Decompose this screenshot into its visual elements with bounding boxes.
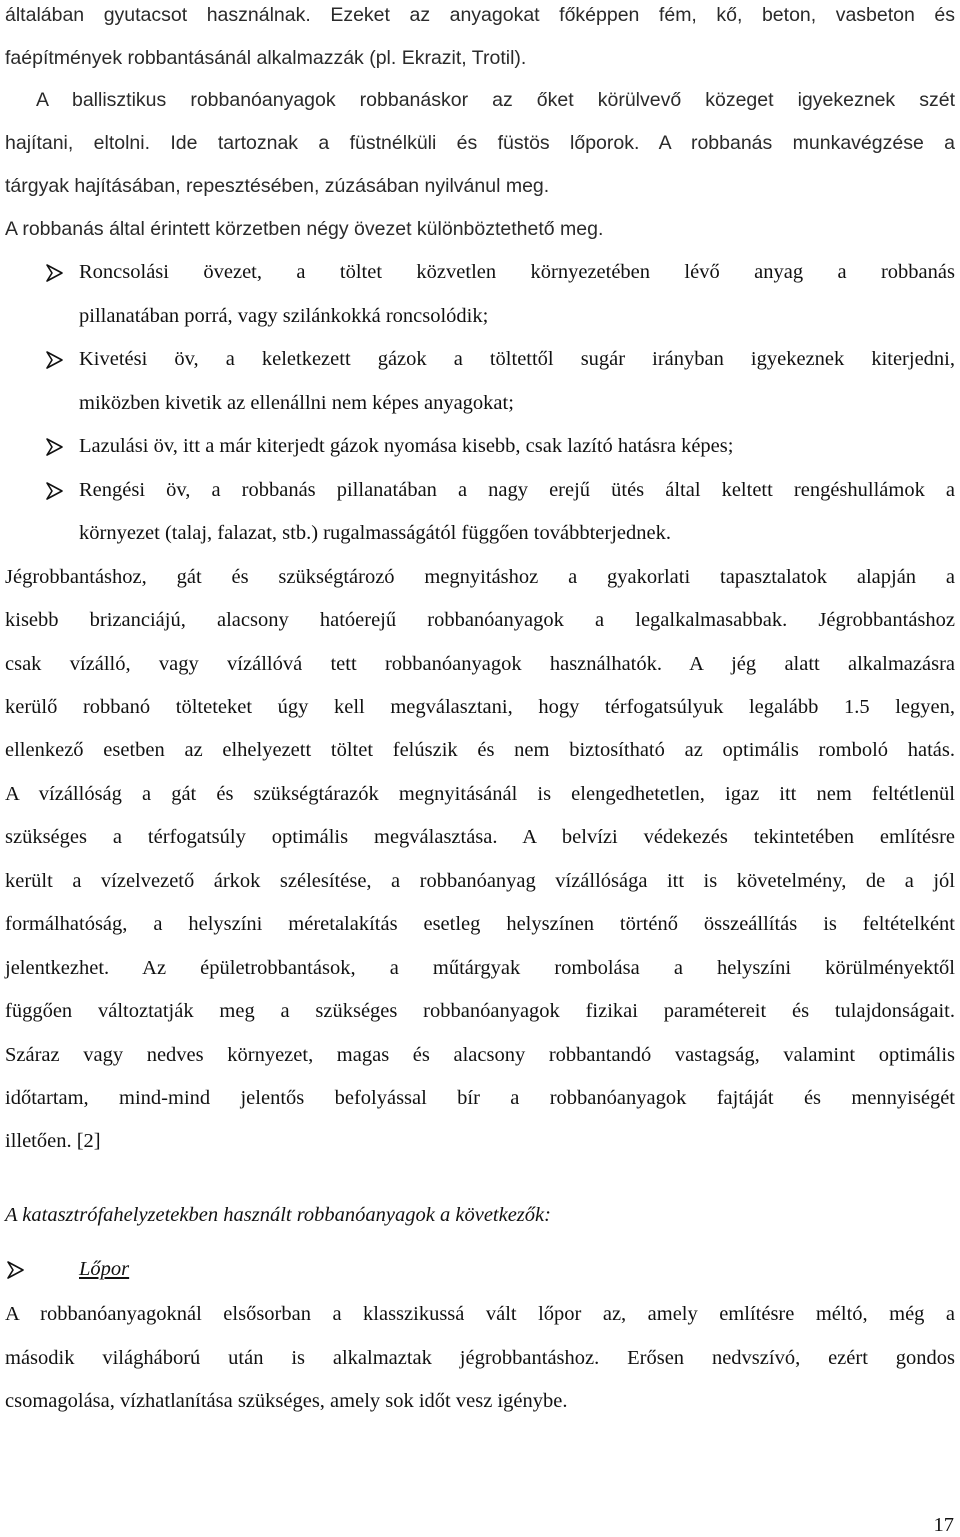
text-line: Száraz vagy nedves környezet, magas és alacsony robbantandó vastagság, valamint optimális bbox=[5, 1044, 955, 1066]
arrow-bullet-icon bbox=[5, 1259, 27, 1281]
text-line: formálhatóság, a helyszíni méretalakítás esetleg helyszínen történő összeállítás is feltételként bbox=[5, 913, 955, 935]
text-line: illetően. [2] bbox=[5, 1130, 101, 1152]
text-line: A robbanás által érintett körzetben négy övezet különböztethető meg. bbox=[5, 218, 604, 240]
subheading-lopor: Lőpor bbox=[79, 1258, 130, 1280]
text-line: faépítmények robbantásánál alkalmazzák (pl. Ekrazit, Trotil). bbox=[5, 47, 527, 69]
arrow-bullet-icon bbox=[44, 480, 66, 502]
bullet-line: Lazulási öv, itt a már kiterjedt gázok nyomása kisebb, csak lazító hatásra képes; bbox=[79, 435, 734, 457]
text-line: Jégrobbantáshoz, gát és szükségtározó megnyitáshoz a gyakorlati tapasztalatok alapján a bbox=[5, 566, 955, 588]
text-line: második világháború után is alkalmaztak jégrobbantáshoz. Erősen nedvszívó, ezért gondos bbox=[5, 1347, 955, 1369]
page-number: 17 bbox=[933, 1514, 954, 1536]
text-line: tárgyak hajításában, repesztésében, zúzásában nyilvánul meg. bbox=[5, 175, 550, 197]
text-line: került a vízelvezető árkok szélesítése, a robbanóanyag vízállósága itt is követelmény, de a jól bbox=[5, 870, 955, 892]
text-line: jelentkezhet. Az épületrobbantások, a műtárgyak rombolása a helyszíni körülményektől bbox=[5, 957, 955, 979]
arrow-bullet-icon bbox=[44, 349, 66, 371]
text-line: általában gyutacsot használnak. Ezeket az anyagokat főképpen fém, kő, beton, vasbeton és bbox=[5, 4, 955, 26]
text-line: kisebb brizanciájú, alacsony hatóerejű robbanóanyagok a legalkalmasabbak. Jégrobbantáshoz bbox=[5, 609, 955, 631]
text-line: szükséges a térfogatsúly optimális megválasztása. A belvízi védekezés tekintetében említésre bbox=[5, 826, 955, 848]
arrow-bullet-icon bbox=[44, 262, 66, 284]
text-line: A robbanóanyagoknál elsősorban a klasszikussá vált lőpor az, amely említésre méltó, még a bbox=[5, 1303, 955, 1325]
text-line: A ballisztikus robbanóanyagok robbanáskor az őket körülvevő közeget igyekeznek szét bbox=[36, 89, 955, 111]
text-line: függően változtatják meg a szükséges robbanóanyagok fizikai paramétereit és tulajdonságait. bbox=[5, 1000, 955, 1022]
arrow-bullet-icon bbox=[44, 436, 66, 458]
bullet-line: Roncsolási övezet, a töltet közvetlen környezetében lévő anyag a robbanás bbox=[79, 261, 955, 283]
text-line: A vízállóság a gát és szükségtárazók megnyitásánál is elengedhetetlen, igaz itt nem feltétlenül bbox=[5, 783, 955, 805]
bullet-line: környezet (talaj, falazat, stb.) rugalmasságától függően továbbterjednek. bbox=[79, 522, 671, 544]
text-line: csomagolása, vízhatlanítása szükséges, amely sok időt vesz igénybe. bbox=[5, 1390, 568, 1412]
text-line: kerülő robbanó tölteteket úgy kell megválasztani, hogy térfogatsúlyuk legalább 1.5 legyen, bbox=[5, 696, 955, 718]
section-heading: A katasztrófahelyzetekben használt robbanóanyagok a következők: bbox=[5, 1204, 551, 1226]
bullet-line: Rengési öv, a robbanás pillanatában a nagy erejű ütés által keltett rengéshullámok a bbox=[79, 479, 955, 501]
text-line: csak vízálló, vagy vízállóvá tett robbanóanyagok használhatók. A jég alatt alkalmazásra bbox=[5, 653, 955, 675]
text-line: ellenkező esetben az elhelyezett töltet felúszik és nem biztosítható az optimális romboló hatás. bbox=[5, 739, 955, 761]
bullet-line: miközben kivetik az ellenállni nem képes anyagokat; bbox=[79, 392, 514, 414]
bullet-line: pillanatában porrá, vagy szilánkokká roncsolódik; bbox=[79, 305, 489, 327]
text-line: időtartam, mind-mind jelentős befolyással bír a robbanóanyagok fajtáját és mennyiségét bbox=[5, 1087, 955, 1109]
bullet-line: Kivetési öv, a keletkezett gázok a töltettől sugár irányban igyekeznek kiterjedni, bbox=[79, 348, 955, 370]
text-line: hajítani, eltolni. Ide tartoznak a füstnélküli és füstös lőporok. A robbanás munkavégzése a bbox=[5, 132, 955, 154]
